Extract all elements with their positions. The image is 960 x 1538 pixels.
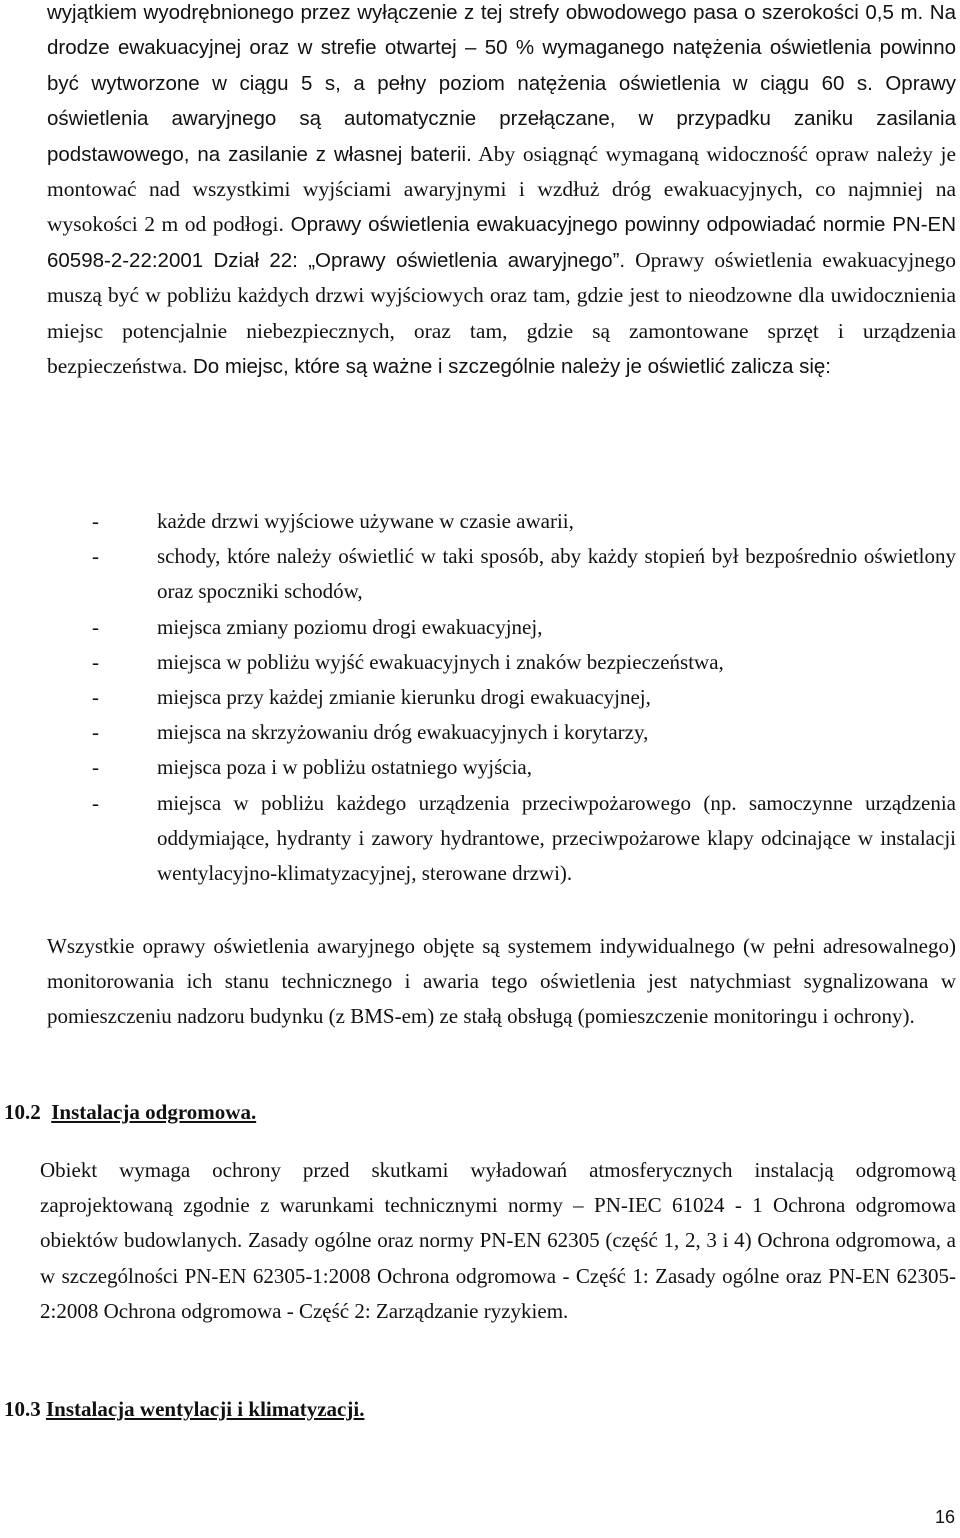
list-item-text: każde drzwi wyjściowe używane w czasie awarii, <box>157 509 574 533</box>
list-item <box>47 680 956 715</box>
list-item <box>47 645 956 680</box>
intro-text-2: Aby osiągnąć wymaganą widoczność opraw należy je montować nad wszystkimi wyjściami awaryjnymi i wzdłuż dróg ewakuacyjnych, co najmniej na wysokości 2 m od podłogi. <box>47 141 957 237</box>
page-number: 16 <box>934 1507 955 1527</box>
section-heading-10-3 <box>4 1395 364 1423</box>
list-item <box>47 504 956 539</box>
list-item <box>47 750 956 785</box>
list-item-text: miejsca poza i w pobliżu ostatniego wyjścia, <box>157 755 532 780</box>
list-item-text: miejsca przy każdej zmianie kierunku drogi ewakuacyjnej, <box>157 685 651 710</box>
list-dash: - <box>92 614 99 639</box>
list-dash: - <box>92 544 99 569</box>
list-item <box>47 786 956 892</box>
list-item-text: miejsca w pobliżu każdego urządzenia przeciwpożarowego (np. samoczynne urządzenia oddymiające, hydranty i zawory hydrantowe, przeciwpożarowe klapy odcinające w instalacji wentylacyjno-klimatyzacyjnej, sterowane drzwi). <box>157 790 956 886</box>
lightning-protection-paragraph: Obiekt wymaga ochrony przed skutkami wyładowań atmosferycznych instalacją odgromową zaprojektowaną zgodnie z warunkami technicznymi normy – PN-IEC 61024 - 1 Ochrona odgromowa obiektów budowlanych. Zasady ogólne oraz normy PN-EN 62305 (część 1, 2, 3 i 4) Ochrona odgromowa, a w szczególności PN-EN 62305-1:2008 Ochrona odgromowa - Część 1: Zasady ogólne oraz PN-EN 62305-2:2008 Ochrona odgromowa - Część 2: Zarządzanie ryzykiem. <box>40 1158 956 1323</box>
section-number: 10.2 <box>4 1100 41 1124</box>
list-dash: - <box>92 649 99 674</box>
intro-text-5: Do miejsc, które są ważne i szczególnie należy je oświetlić zalicza się: <box>187 355 831 379</box>
section-heading-10-2 <box>4 1098 256 1126</box>
list-dash: - <box>92 720 99 745</box>
list-item-text: schody, które należy oświetlić w taki sposób, aby każdy stopień był bezpośrednio oświetlony oraz spoczniki schodów, <box>157 544 956 604</box>
section-title: Instalacja wentylacji i klimatyzacji. <box>46 1397 365 1421</box>
list-dash: - <box>92 509 99 533</box>
intro-text-1: wyjątkiem wyodrębnionego przez wyłączenie z tej strefy obwodowego pasa o szerokości 0,5 m. Na drodze ewakuacyjnej oraz w strefie otwartej – 50 % wymaganego natężenia oświetlenia powinno być wytworzone w ciągu 5 s, a pełny poziom natężenia oświetlenia w ciągu 60 s. Oprawy oświetlenia awaryjnego są automatycznie przełączane, w przypadku zaniku zasilania podstawowego, na zasilanie z własnej baterii. <box>47 1 956 166</box>
emergency-lighting-paragraph <box>47 0 956 384</box>
list-item-text: miejsca zmiany poziomu drogi ewakuacyjnej, <box>157 614 543 639</box>
list-dash: - <box>92 790 99 815</box>
list-dash: - <box>92 685 99 710</box>
list-dash: - <box>92 755 99 780</box>
list-item <box>47 539 956 609</box>
lighting-locations-list <box>47 504 956 891</box>
intro-text-4: Oprawy oświetlenia ewakuacyjnego muszą być w pobliżu każdych drzwi wyjściowych oraz tam, gdzie jest to nieodzowne dla uwidocznienia miejsc potencjalnie niebezpiecznych, oraz tam, gdzie są zamontowane sprzęt i urządzenia bezpieczeństwa. <box>47 247 956 379</box>
list-item <box>47 715 956 750</box>
list-item <box>47 610 956 645</box>
monitoring-paragraph: Wszystkie oprawy oświetlenia awaryjnego objęte są systemem indywidualnego (w pełni adresowalnego) monitorowania ich stanu technicznego i awaria tego oświetlenia jest natychmiast sygnalizowana w pomieszczeniu nadzoru budynku (z BMS-em) ze stałą obsługą (pomieszczenie monitoringu i ochrony). <box>47 934 956 1029</box>
section-title: Instalacja odgromowa. <box>51 1100 257 1124</box>
section-number: 10.3 <box>4 1397 41 1421</box>
list-item-text: miejsca na skrzyżowaniu dróg ewakuacyjnych i korytarzy, <box>157 720 649 745</box>
intro-text-3: Oprawy oświetlenia ewakuacyjnego powinny odpowiadać normie PN-EN 60598-2-22:2001 Dział 22: „Oprawy oświetlenia awaryjnego”. <box>47 213 957 272</box>
list-item-text: miejsca w pobliżu wyjść ewakuacyjnych i znaków bezpieczeństwa, <box>157 649 724 674</box>
